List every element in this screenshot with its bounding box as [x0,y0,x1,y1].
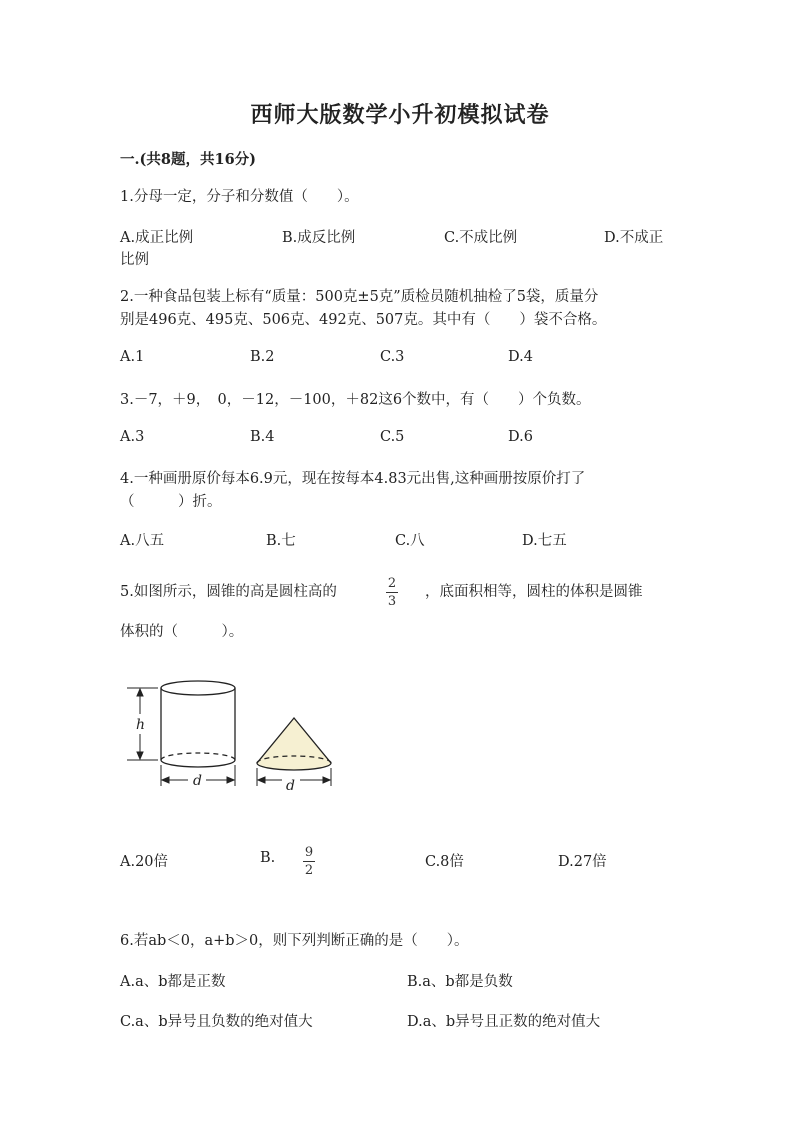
question-3-stem: 3.－7，＋9， 0，－12，－100，＋82这6个数中，有（ ）个负数。 [120,392,591,408]
q5-option-b-numerator: 9 [304,845,314,860]
q5-fraction-numerator: 2 [387,576,397,591]
q5-option-b-fraction [302,845,316,878]
question-6-stem: 6.若ab＜0，a+b＞0，则下列判断正确的是（ ）。 [120,933,469,949]
q6-option-c: C.a、b异号且负数的绝对值大 [120,1014,313,1030]
q5-fraction-bar [386,592,398,593]
cone-diameter-label: d [286,778,295,794]
q1-option-d: D.不成正 [604,230,664,246]
q6-option-b: B.a、b都是负数 [407,974,513,990]
q1-option-d-wrap: 比例 [120,252,149,268]
q2-option-a: A.1 [120,349,145,365]
q1-option-a: A.成正比例 [120,230,194,246]
question-5-stem-b: ，底面积相等，圆柱的体积是圆锥 [425,584,643,600]
q3-option-a: A.3 [120,429,145,445]
page-title: 西师大版数学小升初模拟试卷 [250,102,550,128]
question-1-stem: 1.分母一定，分子和分数值（ ）。 [120,189,359,205]
q1-option-c: C.不成比例 [444,230,518,246]
q4-option-d: D.七五 [522,533,567,549]
section-heading: 一.(共8题，共16分) [120,151,257,168]
question-5-stem-a: 5.如图所示，圆锥的高是圆柱高的 [120,584,337,600]
q5-option-b: B. [260,850,276,866]
q5-figure [120,672,350,802]
cone-shape [257,718,331,770]
question-5-line-2: 体积的（ ）。 [120,624,244,640]
q2-option-d: D.4 [508,349,533,365]
q5-option-b-denominator: 2 [304,863,314,878]
q2-option-c: C.3 [380,349,405,365]
q4-option-a: A.八五 [120,533,165,549]
q4-option-b: B.七 [266,533,296,549]
q3-option-c: C.5 [380,429,405,445]
q5-fraction-denominator: 3 [387,594,397,609]
q1-option-b: B.成反比例 [282,230,356,246]
cylinder-diameter-label: d [193,773,202,789]
question-2-line-2: 别是496克、495克、506克、492克、507克。其中有（ ）袋不合格。 [120,312,607,328]
question-4-line-2: （ ）折。 [120,494,222,510]
q5-option-d: D.27倍 [558,854,607,870]
q4-option-c: C.八 [395,533,425,549]
q2-option-b: B.2 [250,349,275,365]
question-2-line-1: 2.一种食品包装上标有“质量：500克±5克”质检员随机抽检了5袋，质量分 [120,289,599,305]
q5-fraction [385,576,399,609]
question-4-line-1: 4.一种画册原价每本6.9元，现在按每本4.83元出售,这种画册按原价打了 [120,471,586,487]
q6-option-a: A.a、b都是正数 [120,974,226,990]
q5-option-a: A.20倍 [120,854,169,870]
q5-option-c: C.8倍 [425,854,464,870]
height-label: h [136,717,146,733]
q6-option-d: D.a、b异号且正数的绝对值大 [407,1014,601,1030]
q3-option-d: D.6 [508,429,533,445]
q5-option-b-bar [303,861,315,862]
cylinder-shape [161,681,235,767]
q3-option-b: B.4 [250,429,275,445]
